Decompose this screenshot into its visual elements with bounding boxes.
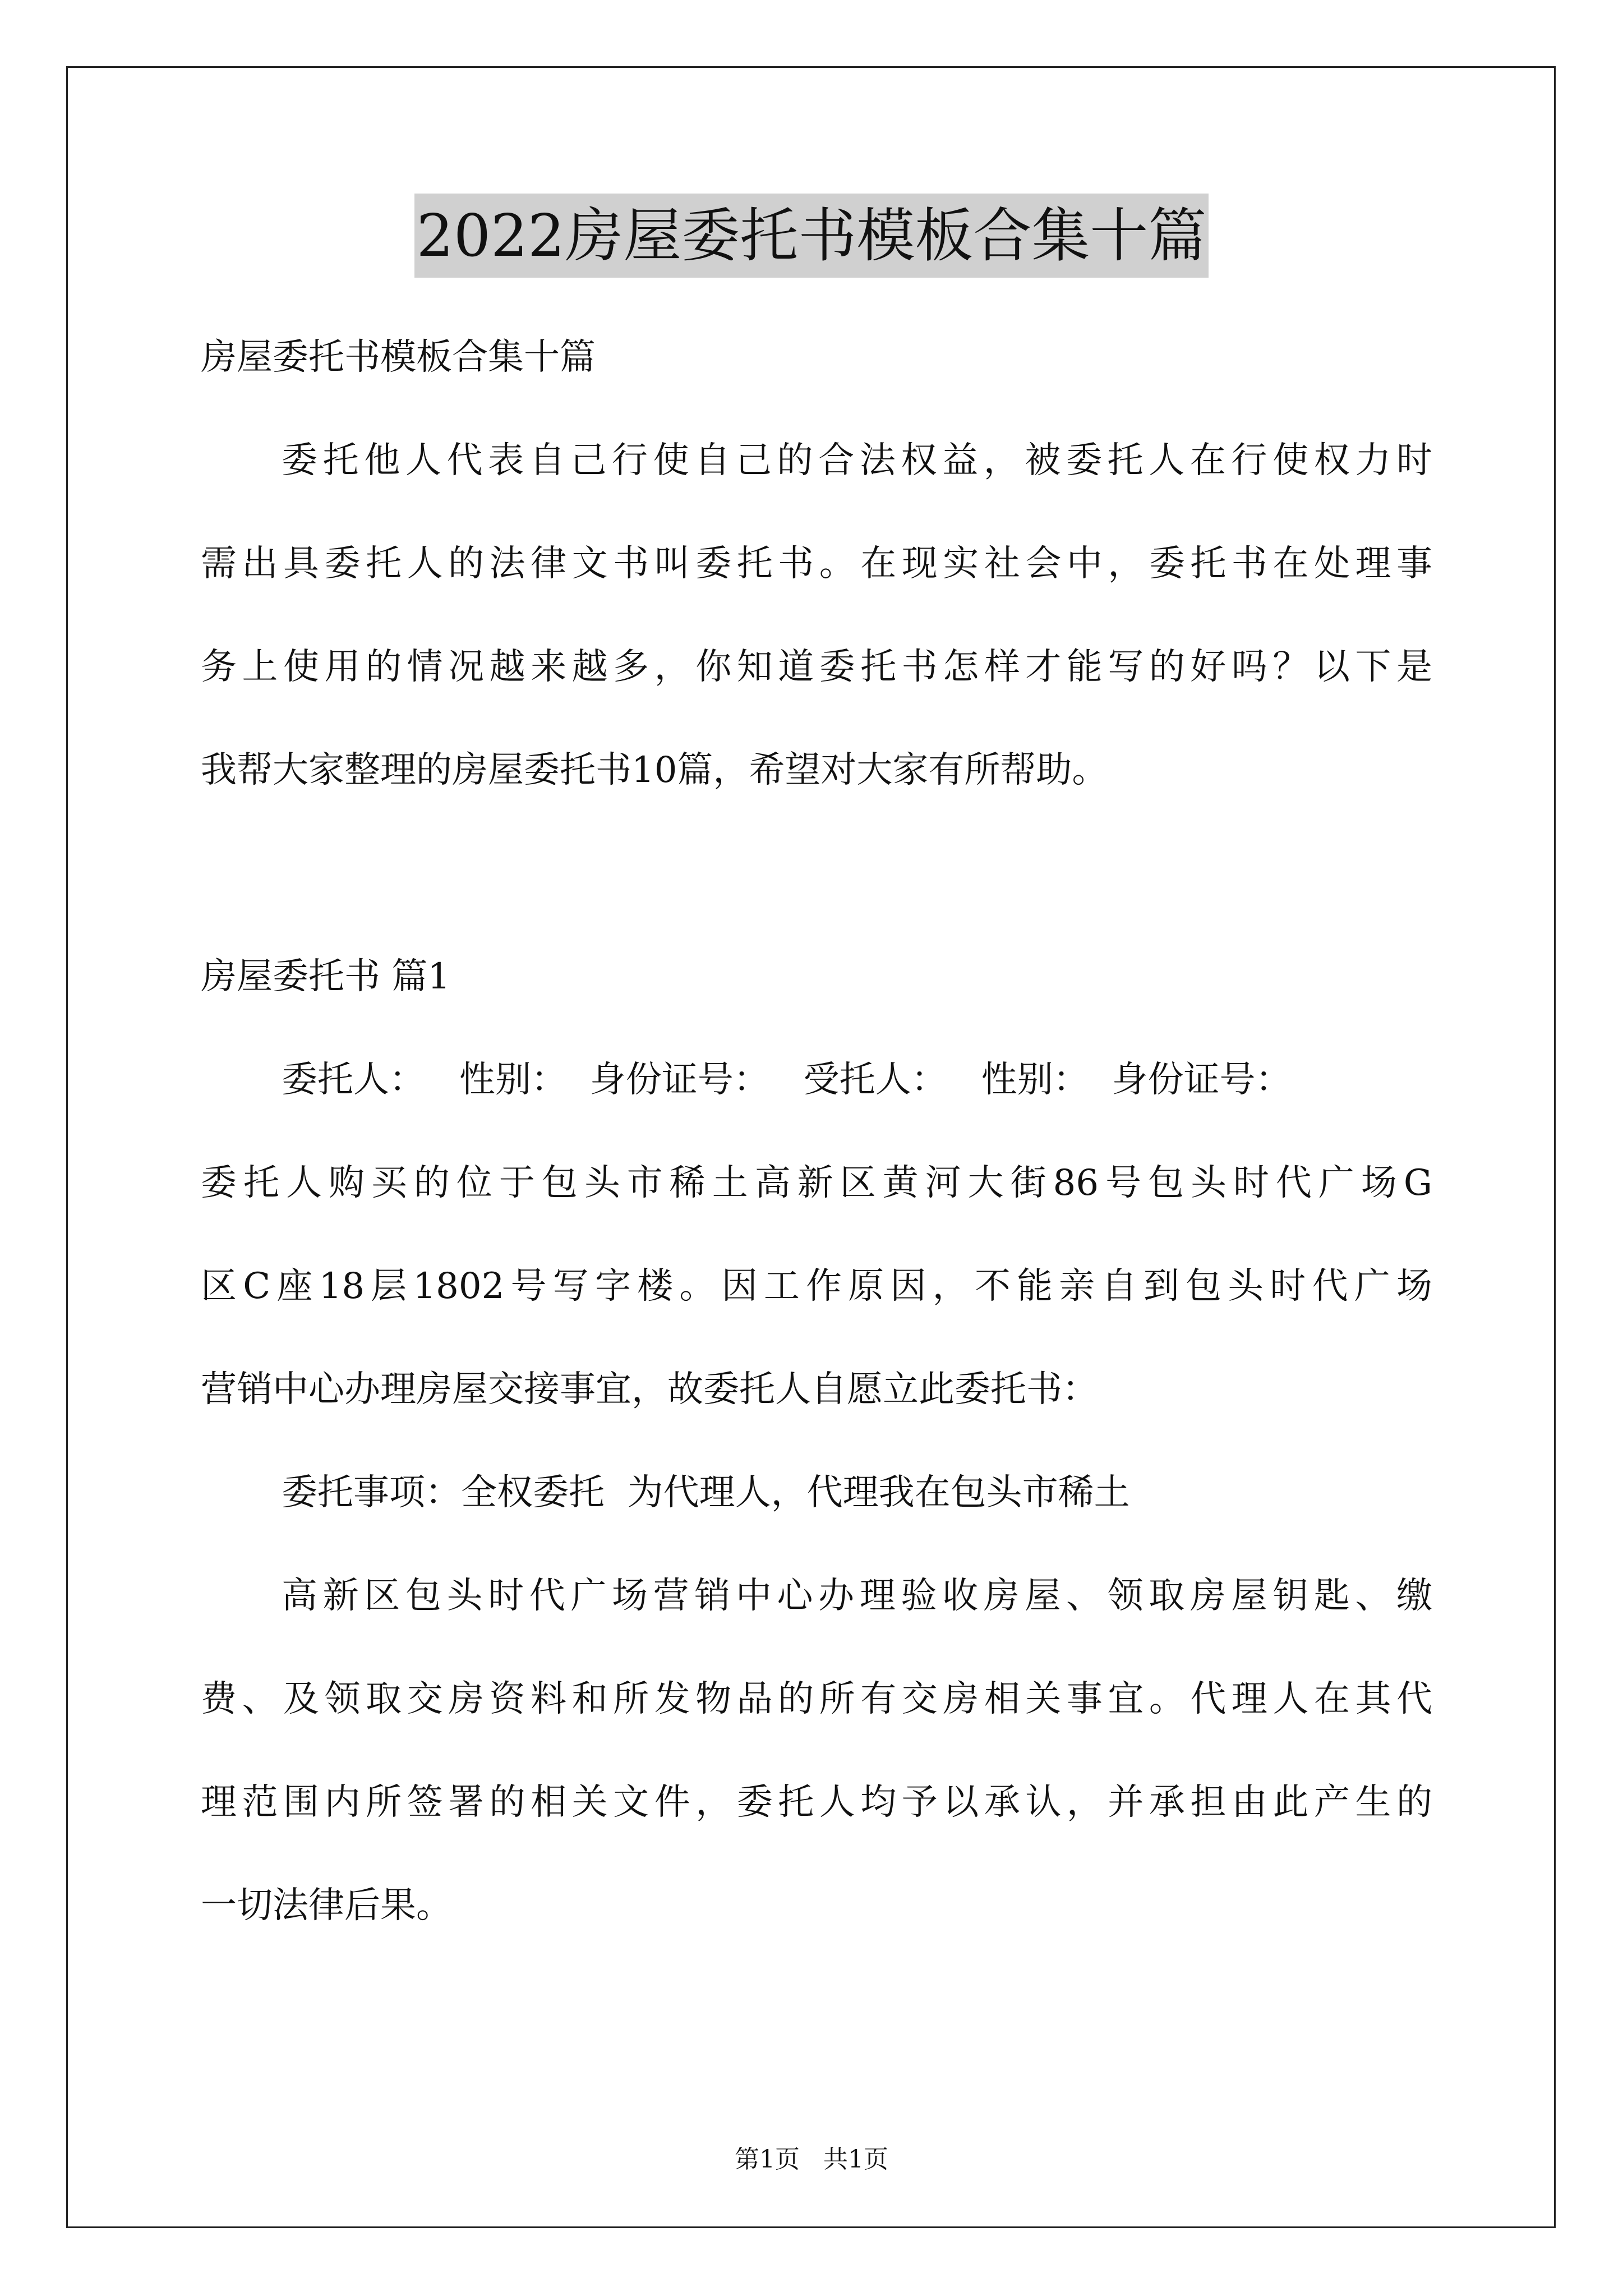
title-container	[0, 194, 1623, 278]
document-title: 2022房屋委托书模板合集十篇	[414, 194, 1209, 278]
scope-line-4: 一切法律后果。	[201, 1885, 452, 1926]
property-line-1: 委托人购买的位于包头市稀土高新区黄河大街86号包头时代广场G	[201, 1162, 1432, 1204]
intro-line-3: 务上使用的情况越来越多，你知道委托书怎样才能写的好吗？以下是	[201, 646, 1432, 688]
property-line-2: 区C座18层1802号写字楼。因工作原因，不能亲自到包头时代广场	[201, 1266, 1432, 1307]
matter-line: 委托事项：全权委托 为代理人，代理我在包头市稀土	[282, 1472, 1130, 1513]
intro-line-4: 我帮大家整理的房屋委托书10篇，希望对大家有所帮助。	[201, 749, 1108, 791]
paragraph-spacer	[201, 822, 1432, 925]
property-line-3: 营销中心办理房屋交接事宜，故委托人自愿立此委托书：	[201, 1369, 1098, 1410]
scope-line-1: 高新区包头时代广场营销中心办理验收房屋、领取房屋钥匙、缴	[282, 1575, 1432, 1617]
section-heading: 房屋委托书 篇1	[201, 956, 451, 997]
parties-line: 委托人： 性别： 身份证号： 受托人： 性别： 身份证号：	[282, 1059, 1292, 1101]
intro-line-1: 委托他人代表自己行使自己的合法权益，被委托人在行使权力时	[282, 440, 1432, 481]
page-footer: 第1页 共1页	[735, 2145, 888, 2174]
intro-line-2: 需出具委托人的法律文书叫委托书。在现实社会中，委托书在处理事	[201, 543, 1432, 585]
scope-line-2: 费、及领取交房资料和所发物品的所有交房相关事宜。代理人在其代	[201, 1678, 1432, 1720]
scope-line-3: 理范围内所签署的相关文件，委托人均予以承认，并承担由此产生的	[201, 1782, 1432, 1823]
document-subtitle: 房屋委托书模板合集十篇	[201, 337, 596, 378]
document-body	[201, 306, 1432, 1957]
